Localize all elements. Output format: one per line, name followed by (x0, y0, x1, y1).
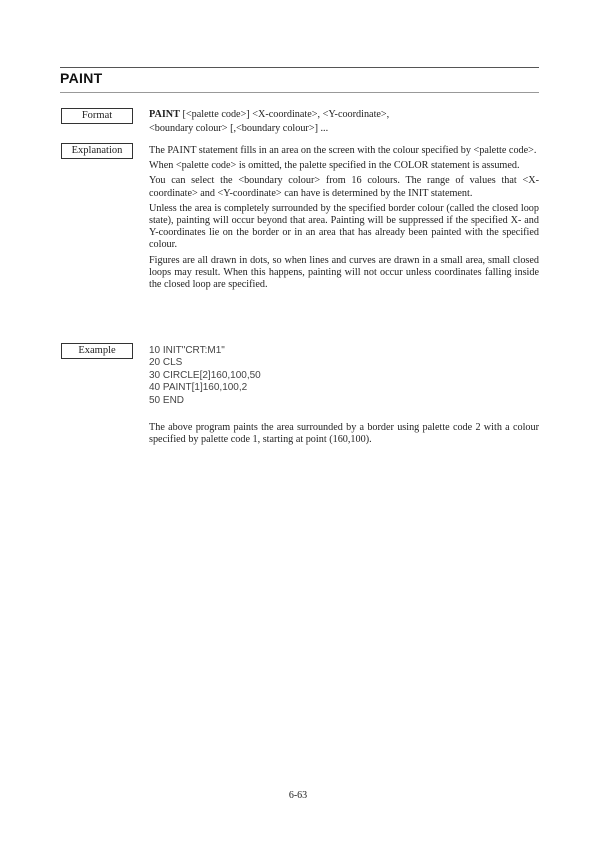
explanation-paragraph: You can select the <boundary colour> from 16 colours. The range of values that <X-coordinate> and <Y-coordinate> can have is determined by the INIT statement. (149, 175, 539, 199)
format-line2: <boundary colour> [,<boundary colour>] ... (149, 123, 329, 135)
header-rule-bottom (60, 92, 539, 93)
format-keyword: PAINT (149, 109, 180, 120)
format-syntax (149, 109, 539, 137)
code-line: 10 INIT"CRT:M1" (149, 345, 225, 356)
page-title: PAINT (60, 70, 103, 86)
format-line1-rest: [<palette code>] <X-coordinate>, <Y-coordinate>, (179, 109, 390, 120)
example-label: Example (61, 343, 133, 359)
code-line: 30 CIRCLE[2]160,100,50 (149, 369, 261, 381)
code-line: 50 END (149, 394, 185, 406)
format-label: Format (61, 108, 133, 124)
example-code (149, 345, 539, 407)
explanation-paragraph: The PAINT statement fills in an area on the screen with the colour specified by <palette code>. (149, 145, 537, 156)
explanation-label: Explanation (61, 143, 133, 159)
page-number: 6-63 (288, 790, 308, 801)
code-line: 40 PAINT[1]160,100,2 (149, 382, 248, 394)
example-description-text: The above program paints the area surrounded by a border using palette code 2 with a colour specified by palette code 1, starting at point (160,100). (149, 422, 539, 446)
explanation-paragraph: When <palette code> is omitted, the palette specified in the COLOR statement is assumed. (149, 160, 520, 172)
example-description (149, 422, 539, 446)
header-rule-top (60, 67, 539, 68)
explanation-body (149, 145, 539, 294)
code-line: 20 CLS (149, 357, 183, 369)
explanation-paragraph: Unless the area is completely surrounded by the specified border colour (called the closed loop state), painting will occur beyond that area. Painting will be suppressed if the specified X- and Y-coordinates lie on the border or in an area that has already been painted with the specified colour. (149, 202, 539, 251)
explanation-paragraph: Figures are all drawn in dots, so when lines and curves are drawn in a small area, small closed loops may result. When this happens, painting will not occur unless coordinates falling inside the closed loop are specified. (149, 254, 539, 291)
